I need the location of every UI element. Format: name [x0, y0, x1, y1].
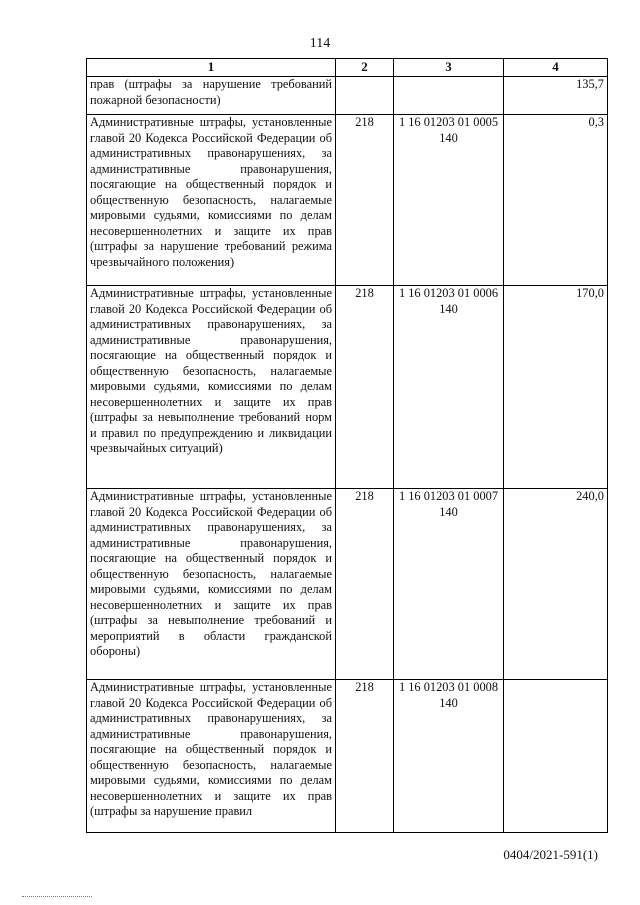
row-kbk — [394, 77, 504, 115]
row-amount — [504, 680, 608, 833]
column-header-2: 2 — [336, 59, 394, 77]
row-amount: 170,0 — [504, 286, 608, 489]
row-kbk: 1 16 01203 01 0006 140 — [394, 286, 504, 489]
table-row — [87, 115, 608, 286]
row-description: Административные штрафы, установленные главой 20 Кодекса Российской Федерации об административных правонарушениях, за административные правонарушения, посягающие на общественный порядок и общественную безопасность, налагаемые мировыми судьями, комиссиями по делам несовершеннолетних и защите их прав (штрафы за невыполнение требований норм и правил по предупреждению и ликвидации чрезвычайных ситуаций) — [87, 286, 336, 489]
row-kbk: 1 16 01203 01 0005 140 — [394, 115, 504, 286]
row-description: Административные штрафы, установленные главой 20 Кодекса Российской Федерации об административных правонарушениях, за административные правонарушения, посягающие на общественный порядок и общественную безопасность, налагаемые мировыми судьями, комиссиями по делам несовершеннолетних и защите их прав (штрафы за нарушение правил — [87, 680, 336, 833]
budget-revenue-table — [86, 58, 608, 833]
row-description: прав (штрафы за нарушение требований пожарной безопасности) — [87, 77, 336, 115]
row-admin-code: 218 — [336, 115, 394, 286]
document-registration-number: 0404/2021-591(1) — [503, 847, 598, 862]
row-admin-code: 218 — [336, 680, 394, 833]
row-kbk: 1 16 01203 01 0008 140 — [394, 680, 504, 833]
column-header-4: 4 — [504, 59, 608, 77]
page-number: 114 — [309, 36, 331, 51]
row-admin-code: 218 — [336, 286, 394, 489]
scan-artifact-line — [22, 896, 92, 898]
table-row — [87, 489, 608, 680]
row-amount: 0,3 — [504, 115, 608, 286]
row-amount: 135,7 — [504, 77, 608, 115]
row-kbk: 1 16 01203 01 0007 140 — [394, 489, 504, 680]
column-header-1: 1 — [87, 59, 336, 77]
row-admin-code — [336, 77, 394, 115]
table-row — [87, 680, 608, 833]
column-header-3: 3 — [394, 59, 504, 77]
table-header-row — [87, 59, 608, 77]
row-description: Административные штрафы, установленные главой 20 Кодекса Российской Федерации об административных правонарушениях, за административные правонарушения, посягающие на общественный порядок и общественную безопасность, налагаемые мировыми судьями, комиссиями по делам несовершеннолетних и защите их прав (штрафы за нарушение требований режима чрезвычайного положения) — [87, 115, 336, 286]
table-row — [87, 77, 608, 115]
row-amount: 240,0 — [504, 489, 608, 680]
row-description: Административные штрафы, установленные главой 20 Кодекса Российской Федерации об административных правонарушениях, за административные правонарушения, посягающие на общественный порядок и общественную безопасность, налагаемые мировыми судьями, комиссиями по делам несовершеннолетних и защите их прав (штрафы за невыполнение требований и мероприятий в области гражданской обороны) — [87, 489, 336, 680]
row-admin-code: 218 — [336, 489, 394, 680]
table-row — [87, 286, 608, 489]
